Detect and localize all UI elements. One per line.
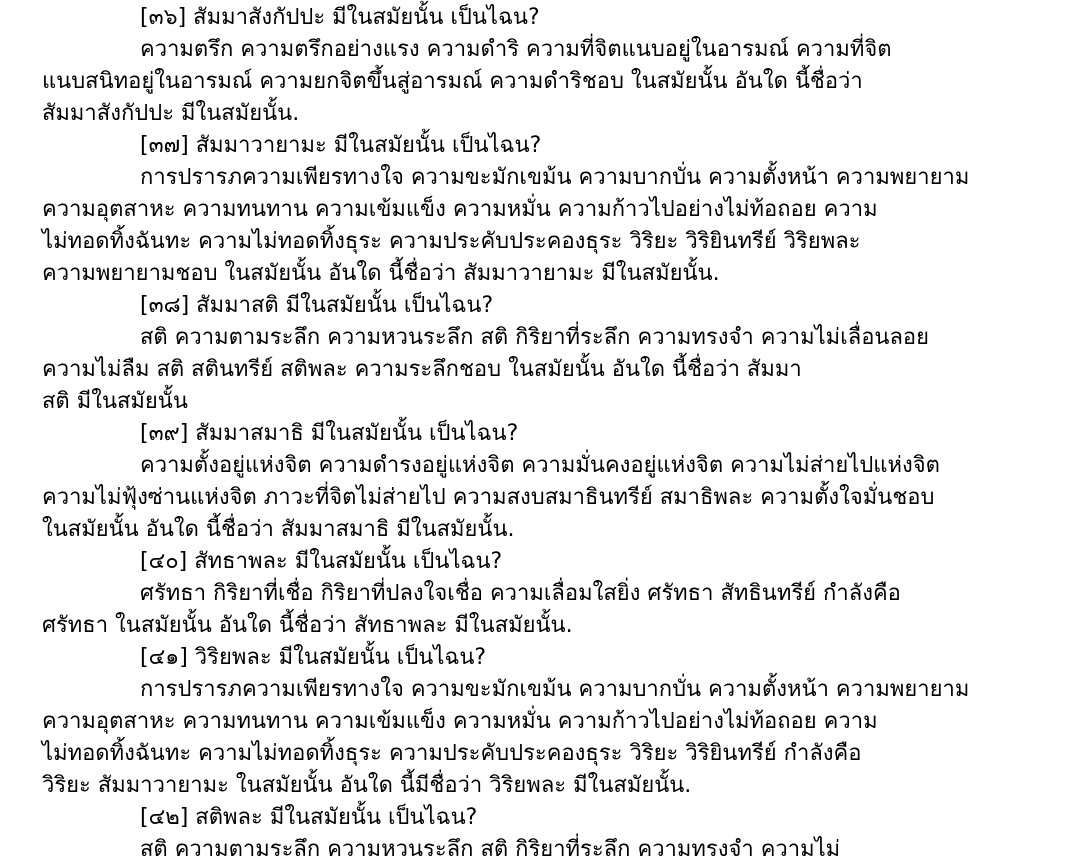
paragraph-line: สติ ความตามระลึก ความหวนระลึก สติ กิริยาที่ระลึก ความทรงจำ ความไม่เลื่อนลอย [140, 325, 930, 350]
paragraph-line: ไม่ทอดทิ้งฉันทะ ความไม่ทอดทิ้งธุระ ความประคับประคองธุระ วิริยะ วิริยินทรีย์ กำลังคือ [42, 741, 862, 766]
paragraph-line: ความไม่ลืม สติ สตินทรีย์ สติพละ ความระลึกชอบ ในสมัยนั้น อันใด นี้ชื่อว่า สัมมา [42, 357, 802, 382]
section-heading-40: [๔๐] สัทธาพละ มีในสมัยนั้น เป็นไฉน? [140, 549, 503, 574]
paragraph-line: แนบสนิทอยู่ในอารมณ์ ความยกจิตขึ้นสู่อารมณ์ ความดำริชอบ ในสมัยนั้น อันใด นี้ชื่อว่า [42, 69, 863, 94]
section-heading-42: [๔๒] สติพละ มีในสมัยนั้น เป็นไฉน? [140, 805, 478, 830]
section-heading-41: [๔๑] วิริยพละ มีในสมัยนั้น เป็นไฉน? [140, 645, 487, 670]
paragraph-line: ความอุตสาหะ ความทนทาน ความเข้มแข็ง ความหมั่น ความก้าวไปอย่างไม่ท้อถอย ความ [42, 709, 878, 734]
paragraph-line: วิริยะ สัมมาวายามะ ในสมัยนั้น อันใด นี้มีชื่อว่า วิริยพละ มีในสมัยนั้น. [42, 773, 692, 798]
section-heading-38: [๓๘] สัมมาสติ มีในสมัยนั้น เป็นไฉน? [140, 293, 494, 318]
paragraph-line: การปรารภความเพียรทางใจ ความขะมักเขม้น ความบากบั่น ความตั้งหน้า ความพยายาม [140, 677, 970, 702]
paragraph-line: ไม่ทอดทิ้งฉันทะ ความไม่ทอดทิ้งธุระ ความประคับประคองธุระ วิริยะ วิริยินทรีย์ วิริยพละ [42, 229, 861, 254]
section-heading-37: [๓๗] สัมมาวายามะ มีในสมัยนั้น เป็นไฉน? [140, 133, 542, 158]
section-heading-36: [๓๖] สัมมาสังกัปปะ มีในสมัยนั้น เป็นไฉน? [140, 5, 540, 30]
paragraph-line: ความตั้งอยู่แห่งจิต ความดำรงอยู่แห่งจิต ความมั่นคงอยู่แห่งจิต ความไม่ส่ายไปแห่งจิต [140, 453, 940, 478]
paragraph-line: สัมมาสังกัปปะ มีในสมัยนั้น. [42, 101, 300, 126]
paragraph-line: ความพยายามชอบ ในสมัยนั้น อันใด นี้ชื่อว่า สัมมาวายามะ มีในสมัยนั้น. [42, 261, 720, 286]
paragraph-line: ความอุตสาหะ ความทนทาน ความเข้มแข็ง ความหมั่น ความก้าวไปอย่างไม่ท้อถอย ความ [42, 197, 878, 222]
section-heading-39: [๓๙] สัมมาสมาธิ มีในสมัยนั้น เป็นไฉน? [140, 421, 519, 446]
paragraph-line: การปรารภความเพียรทางใจ ความขะมักเขม้น ความบากบั่น ความตั้งหน้า ความพยายาม [140, 165, 970, 190]
paragraph-line: ความไม่ฟุ้งซ่านแห่งจิต ภาวะที่จิตไม่ส่ายไป ความสงบสมาธินทรีย์ สมาธิพละ ความตั้งใจมั่นชอบ [42, 485, 935, 510]
paragraph-line: ในสมัยนั้น อันใด นี้ชื่อว่า สัมมาสมาธิ มีในสมัยนั้น. [42, 517, 515, 542]
paragraph-line: สติ ความตามระลึก ความหวนระลึก สติ กิริยาที่ระลึก ความทรงจำ ความไม่ [140, 837, 841, 862]
paragraph-line: ความตรึก ความตรึกอย่างแรง ความดำริ ความที่จิตแนบอยู่ในอารมณ์ ความที่จิต [140, 37, 892, 62]
paragraph-line: ศรัทธา กิริยาที่เชื่อ กิริยาที่ปลงใจเชื่อ ความเลื่อมใสยิ่ง ศรัทธา สัทธินทรีย์ กำลังคือ [140, 581, 901, 606]
paragraph-line: สติ มีในสมัยนั้น [42, 389, 188, 414]
paragraph-line: ศรัทธา ในสมัยนั้น อันใด นี้ชื่อว่า สัทธาพละ มีในสมัยนั้น. [42, 613, 573, 638]
